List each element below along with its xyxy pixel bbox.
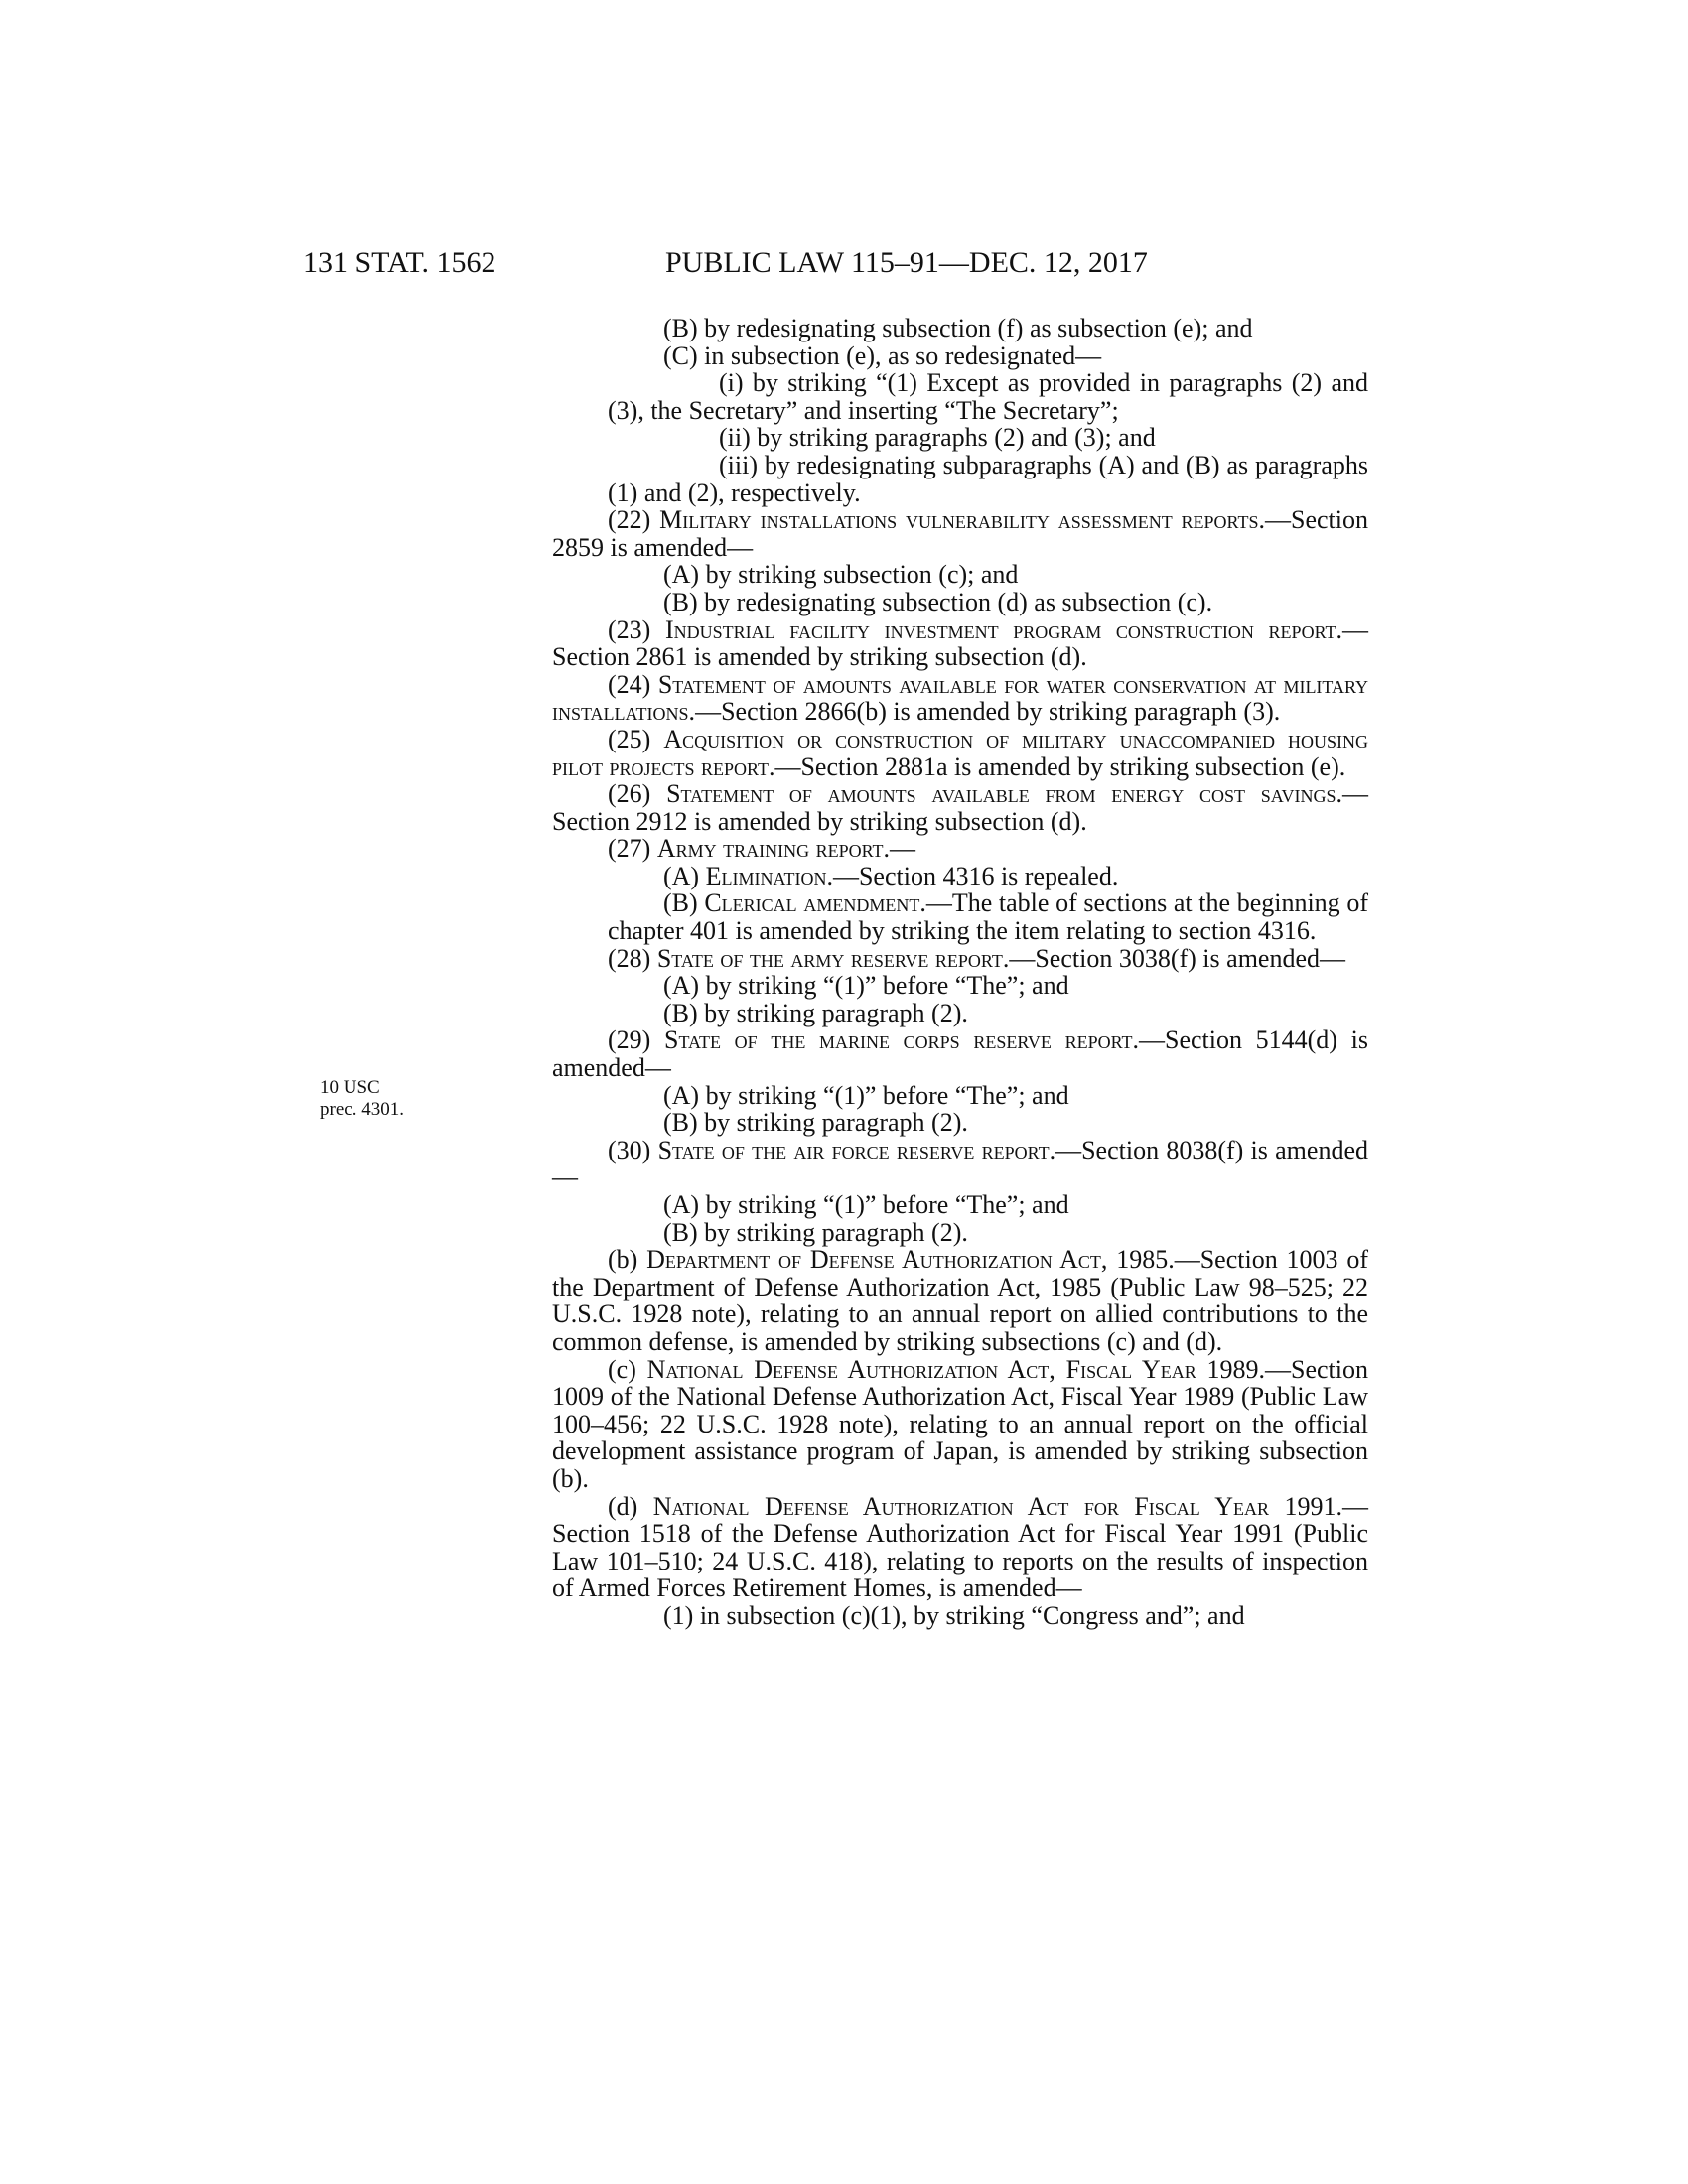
paragraph-heading: National Defense Authorization Act for Fiscal Year 1991. xyxy=(652,1491,1342,1521)
law-paragraph xyxy=(552,561,1368,589)
paragraph-heading: Army training report. xyxy=(656,834,891,864)
paragraph-text: —Section 2859 is amended— xyxy=(552,505,1368,562)
paragraph-text: —Section 2866(b) is amended by striking paragraph (3). xyxy=(695,697,1281,727)
paragraph-text: —Section 8038(f) is amended— xyxy=(552,1135,1368,1192)
margin-note xyxy=(320,1077,459,1121)
paragraph-heading: Military installations vulnerability assessment reports. xyxy=(659,505,1265,535)
paragraph-number: (B) xyxy=(663,888,705,918)
paragraph-text: (C) in subsection (e), as so redesignated— xyxy=(663,341,1102,370)
paragraph-number: (23) xyxy=(608,614,665,644)
law-paragraph xyxy=(552,1137,1368,1191)
paragraph-number: (27) xyxy=(608,834,657,864)
paragraph-text: — xyxy=(890,834,916,864)
paragraph-text: (B) by striking paragraph (2). xyxy=(663,1217,968,1247)
paragraph-text: (B) by redesignating subsection (f) as subsection (e); and xyxy=(663,314,1253,342)
law-paragraph xyxy=(552,424,1368,452)
law-paragraph xyxy=(552,1000,1368,1027)
paragraph-text: —The table of sections at the beginning of chapter 401 is amended by striking the item relating to section 4316. xyxy=(608,888,1369,946)
paragraph-number: (26) xyxy=(608,779,667,809)
paragraph-number: (b) xyxy=(608,1245,647,1275)
running-head: PUBLIC LAW 115–91—DEC. 12, 2017 xyxy=(665,246,1148,279)
law-paragraph xyxy=(552,1219,1368,1247)
paragraph-text: (B) by striking paragraph (2). xyxy=(663,998,968,1027)
law-paragraph xyxy=(552,671,1368,726)
paragraph-text: —Section 1003 of the Department of Defense Authorization Act, 1985 (Public Law 98–525; 22 U.S.C. 1928 note), relating to an annual report on allied contributions to the common defense, is amended by striking subsections (c) and (d). xyxy=(552,1245,1368,1356)
law-paragraph xyxy=(552,1026,1368,1081)
paragraph-heading: Statement of amounts available for water conservation at military installations. xyxy=(552,669,1368,727)
paragraph-text: —Section 4316 is repealed. xyxy=(832,861,1119,890)
paragraph-text: —Section 1518 of the Defense Authorization Act for Fiscal Year 1991 (Public Law 101–510; 24 U.S.C. 418), relating to reports on the results of inspection of Armed Forces Retirement Homes, is amended— xyxy=(552,1491,1368,1603)
paragraph-number: (30) xyxy=(608,1135,658,1164)
paragraph-text: (ii) by striking paragraphs (2) and (3); and xyxy=(719,423,1156,453)
law-paragraph xyxy=(552,945,1368,973)
law-paragraph xyxy=(552,780,1368,835)
paragraph-heading: Clerical amendment. xyxy=(704,888,926,918)
law-paragraph xyxy=(552,972,1368,1000)
law-paragraph xyxy=(552,863,1368,890)
paragraph-heading: State of the army reserve report. xyxy=(656,943,1010,973)
paragraph-number: (25) xyxy=(608,724,664,753)
paragraph-text: —Section 2861 is amended by striking subsection (d). xyxy=(552,614,1368,672)
paragraph-text: —Section 5144(d) is amended— xyxy=(552,1025,1368,1083)
law-paragraph xyxy=(552,726,1368,780)
law-paragraph xyxy=(552,369,1368,424)
paragraph-number: (A) xyxy=(663,861,706,890)
law-paragraph xyxy=(552,889,1368,944)
paragraph-heading: Statement of amounts available from energy cost savings. xyxy=(666,779,1342,809)
paragraph-text: (B) by redesignating subsection (d) as subsection (c). xyxy=(663,587,1213,616)
paragraph-text: (iii) by redesignating subparagraphs (A) and (B) as paragraphs (1) and (2), respectively. xyxy=(608,450,1368,507)
paragraph-text: (i) by striking “(1) Except as provided in paragraphs (2) and (3), the Secretary” and inserting “The Secretary”; xyxy=(608,368,1368,425)
paragraph-heading: Elimination. xyxy=(705,861,833,890)
paragraph-text: —Section 2912 is amended by striking subsection (d). xyxy=(552,779,1368,836)
paragraph-number: (d) xyxy=(608,1491,653,1521)
paragraph-number: (28) xyxy=(608,943,657,973)
paragraph-number: (24) xyxy=(608,669,658,699)
paragraph-text: —Section 3038(f) is amended— xyxy=(1009,943,1345,973)
paragraph-text: (A) by striking “(1)” before “The”; and xyxy=(663,971,1069,1001)
paragraph-number: (29) xyxy=(608,1025,664,1055)
law-paragraph xyxy=(552,1109,1368,1137)
law-text xyxy=(552,315,1368,1630)
paragraph-number: (22) xyxy=(608,505,660,535)
paragraph-heading: Industrial facility investment program construction report. xyxy=(664,614,1342,644)
margin-note-line: 10 USC xyxy=(320,1077,380,1098)
paragraph-heading: Department of Defense Authorization Act, 1985. xyxy=(646,1245,1175,1275)
law-paragraph xyxy=(552,835,1368,863)
law-paragraph xyxy=(552,1246,1368,1355)
law-paragraph xyxy=(552,589,1368,616)
law-paragraph xyxy=(552,1356,1368,1493)
paragraph-heading: National Defense Authorization Act, Fiscal Year 1989. xyxy=(646,1354,1266,1384)
law-paragraph xyxy=(552,1082,1368,1110)
law-paragraph xyxy=(552,1493,1368,1602)
law-paragraph xyxy=(552,1191,1368,1219)
page-header xyxy=(0,246,1688,286)
paragraph-heading: State of the marine corps reserve report. xyxy=(663,1025,1139,1055)
paragraph-text: (A) by striking “(1)” before “The”; and xyxy=(663,1080,1069,1110)
paragraph-text: —Section 1009 of the National Defense Authorization Act, Fiscal Year 1989 (Public Law 100–456; 22 U.S.C. 1928 note), relating to an annual report on the official development assistance program of Japan, is amended by striking subsection (b). xyxy=(552,1354,1369,1493)
paragraph-text: (A) by striking subsection (c); and xyxy=(663,560,1019,590)
law-paragraph xyxy=(552,452,1368,506)
paragraph-text: (B) by striking paragraph (2). xyxy=(663,1108,968,1138)
law-paragraph xyxy=(552,616,1368,671)
margin-note-line: prec. 4301. xyxy=(320,1099,404,1120)
paragraph-heading: State of the air force reserve report. xyxy=(657,1135,1056,1164)
paragraph-number: (c) xyxy=(608,1354,647,1384)
law-paragraph xyxy=(552,315,1368,342)
paragraph-heading: Acquisition or construction of military unaccompanied housing pilot projects report. xyxy=(552,724,1368,781)
law-paragraph xyxy=(552,342,1368,370)
law-paragraph xyxy=(552,1602,1368,1630)
statute-citation: 131 STAT. 1562 xyxy=(303,246,496,279)
paragraph-text: (A) by striking “(1)” before “The”; and xyxy=(663,1190,1069,1219)
paragraph-text: —Section 2881a is amended by striking subsection (e). xyxy=(774,751,1346,781)
paragraph-text: (1) in subsection (c)(1), by striking “Congress and”; and xyxy=(663,1600,1245,1630)
law-paragraph xyxy=(552,506,1368,561)
